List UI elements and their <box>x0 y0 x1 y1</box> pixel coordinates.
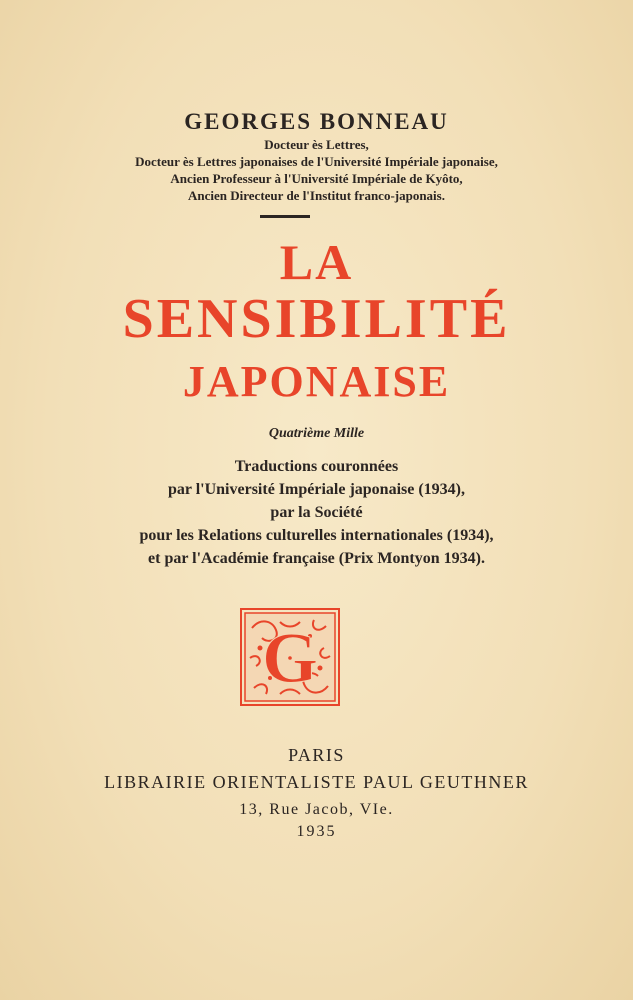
publication-year: 1935 <box>296 823 337 840</box>
imprint-city: PARIS <box>288 745 345 765</box>
author-name: GEORGES BONNEAU <box>184 109 449 134</box>
imprint-publisher: LIBRAIRIE ORIENTALISTE PAUL GEUTHNER <box>104 772 529 792</box>
ornamental-initial-g-icon <box>240 608 340 706</box>
credential-line: Ancien Professeur à l'Université Impériale de Kyôto, <box>170 171 463 186</box>
awards-block <box>0 455 633 570</box>
svg-text:G: G <box>261 618 319 698</box>
title-line-1: LA <box>279 234 354 290</box>
divider-rule <box>260 215 310 218</box>
credential-line: Docteur ès Lettres japonaises de l'Université Impériale japonaise, <box>135 154 498 169</box>
title-line-3: JAPONAISE <box>182 357 451 406</box>
imprint-address: 13, Rue Jacob, VIe. <box>239 801 394 818</box>
award-line: Traductions couronnées <box>234 458 399 475</box>
credential-line: Docteur ès Lettres, <box>264 137 369 152</box>
credential-line: Ancien Directeur de l'Institut franco-japonais. <box>188 188 445 203</box>
edition-note: Quatrième Mille <box>268 426 365 441</box>
award-line: pour les Relations culturelles internationales (1934), <box>139 527 494 544</box>
title-line-2: SENSIBILITÉ <box>122 288 511 350</box>
imprint-block <box>0 742 633 823</box>
award-line: par l'Université Impériale japonaise (1934), <box>167 481 465 498</box>
award-line: par la Société <box>270 504 363 521</box>
award-line: et par l'Académie française (Prix Montyon 1934). <box>148 550 485 567</box>
author-credentials <box>0 136 633 204</box>
